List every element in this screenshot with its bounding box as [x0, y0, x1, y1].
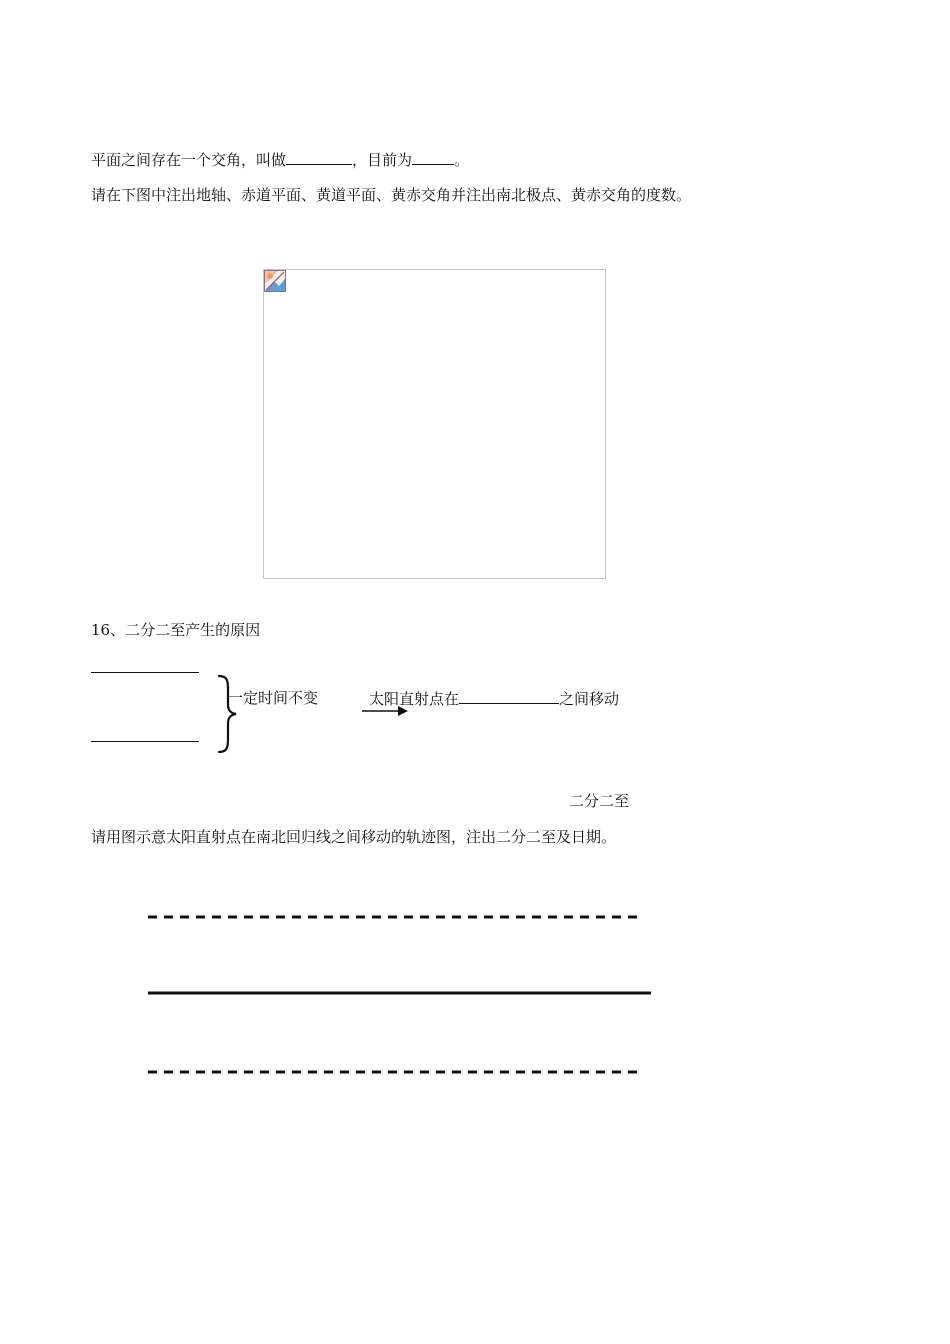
line1-text-middle: ，目前为 [352, 151, 413, 169]
blank-obliquity-value[interactable] [412, 149, 454, 165]
blank-range[interactable] [459, 688, 559, 704]
question-16-title: 16、二分二至产生的原因 [91, 621, 261, 639]
tropic-of-capricorn-line[interactable] [148, 1068, 648, 1076]
result-text-after: 之间移动 [559, 690, 620, 708]
line1-text-before: 平面之间存在一个交角，叫做 [91, 151, 287, 169]
diagram-image-placeholder [263, 269, 606, 579]
constant-text: 一定时间不变 [228, 689, 319, 707]
broken-image-icon [264, 270, 286, 292]
result-line [369, 688, 619, 709]
blank-cause-1[interactable] [91, 672, 199, 673]
label-equinox-solstice: 二分二至 [569, 792, 630, 810]
instruction-label-diagram: 请在下图中注出地轴、赤道平面、黄道平面、黄赤交角并注出南北极点、黄赤交角的度数。 [91, 186, 692, 204]
tropic-of-cancer-line[interactable] [148, 913, 648, 921]
curly-brace-icon [216, 674, 238, 754]
line1 [91, 149, 469, 170]
equator-line[interactable] [148, 989, 652, 997]
instruction-label-track: 请用图示意太阳直射点在南北回归线之间移动的轨迹图，注出二分二至及日期。 [91, 828, 617, 846]
line1-text-end: 。 [454, 151, 470, 169]
blank-obliquity-name[interactable] [286, 149, 352, 165]
blank-cause-2[interactable] [91, 741, 199, 742]
result-text-before: 太阳直射点在 [369, 690, 460, 708]
